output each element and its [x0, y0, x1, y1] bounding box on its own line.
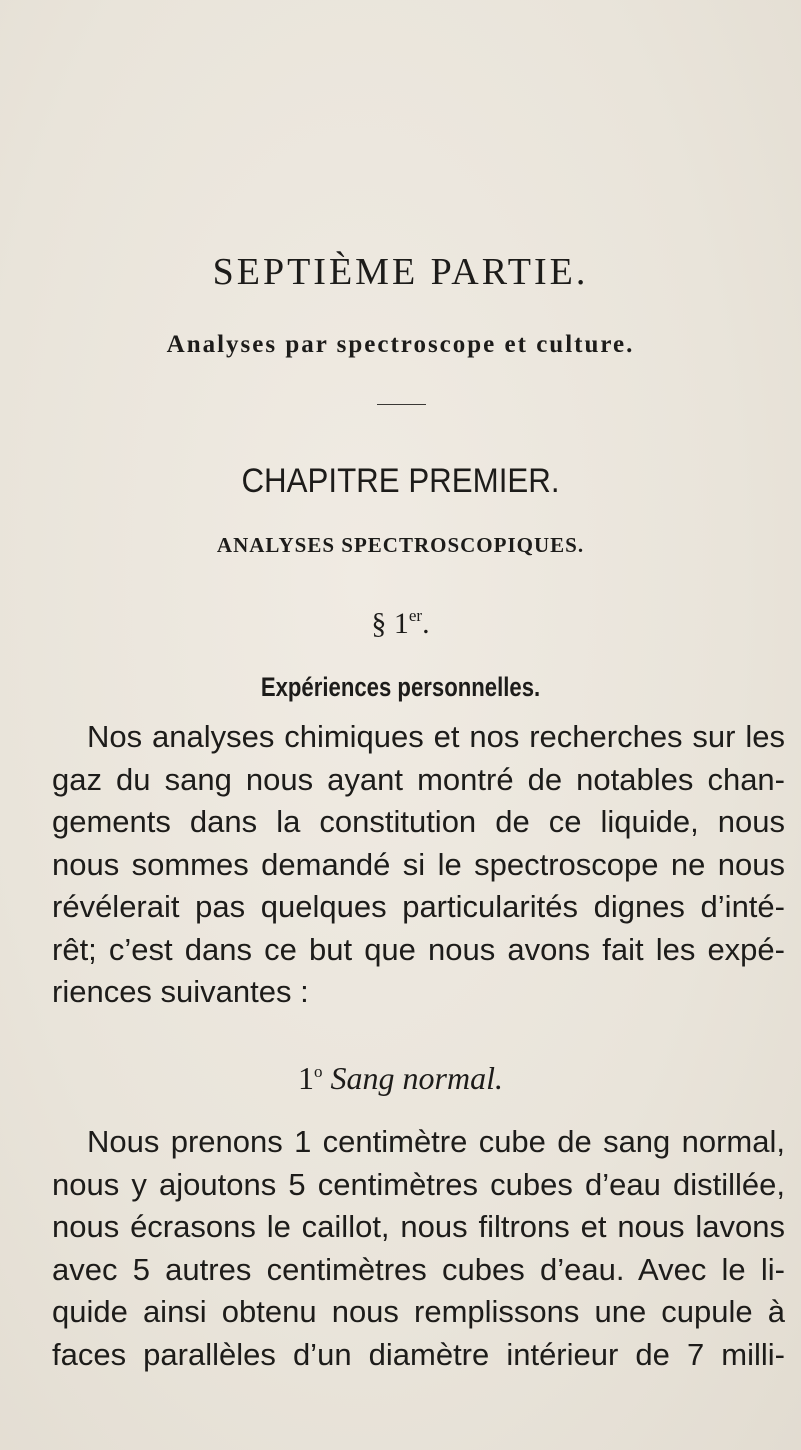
part-subtitle: Analyses par spectroscope et culture.: [166, 331, 635, 358]
paragraph-line: riences suivantes :: [52, 974, 309, 1009]
paragraph-line: Nos analyses chimiques et nos recherches sur les: [87, 719, 785, 754]
subsection-title: Sang normal.: [330, 1060, 503, 1096]
paragraph-line: nous sommes demandé si le spectroscope ne nous: [52, 846, 785, 882]
paragraph-line: gaz du sang nous ayant montré de notables chan-: [52, 761, 785, 797]
subsection-number: [298, 1060, 323, 1096]
section-mark-end: .: [422, 607, 430, 640]
subsection-number-superscript: o: [314, 1062, 323, 1081]
paragraph-line: avec 5 autres centimètres cubes d’eau. Avec le li-: [52, 1251, 785, 1287]
part-title: SEPTIÈME PARTIE.: [212, 251, 589, 293]
paragraph-line: Nous prenons 1 centimètre cube de sang normal,: [87, 1124, 785, 1159]
paragraph-line: gements dans la constitution de ce liquide, nous: [52, 804, 785, 839]
paragraph-procedure: [52, 1121, 785, 1376]
section-mark-text: § 1: [371, 607, 409, 640]
subsection-heading: [0, 1060, 801, 1097]
paragraph-line: rêt; c’est dans ce but que nous avons fait les expé-: [52, 931, 785, 967]
section-mark-superscript: er: [408, 606, 423, 625]
paragraph-line: nous écrasons le caillot, nous filtrons et nous lavons: [52, 1209, 785, 1244]
paragraph-line: quide ainsi obtenu nous remplissons une cupule à: [52, 1294, 785, 1329]
divider-rule: [377, 404, 426, 405]
paragraph-line: révélerait pas quelques particularités dignes d’inté-: [52, 889, 785, 924]
paragraph-line: nous y ajoutons 5 centimètres cubes d’eau distillée,: [52, 1166, 785, 1202]
section-title: Expériences personnelles.: [260, 672, 541, 702]
chapter-title: CHAPITRE PREMIER.: [241, 462, 560, 500]
paragraph-line: faces parallèles d’un diamètre intérieur de 7 milli-: [52, 1336, 785, 1372]
chapter-subtitle: ANALYSES SPECTROSCOPIQUES.: [216, 533, 585, 557]
subsection-number-text: 1: [298, 1060, 315, 1096]
paragraph-intro: [52, 716, 785, 1014]
section-number: [0, 606, 801, 641]
